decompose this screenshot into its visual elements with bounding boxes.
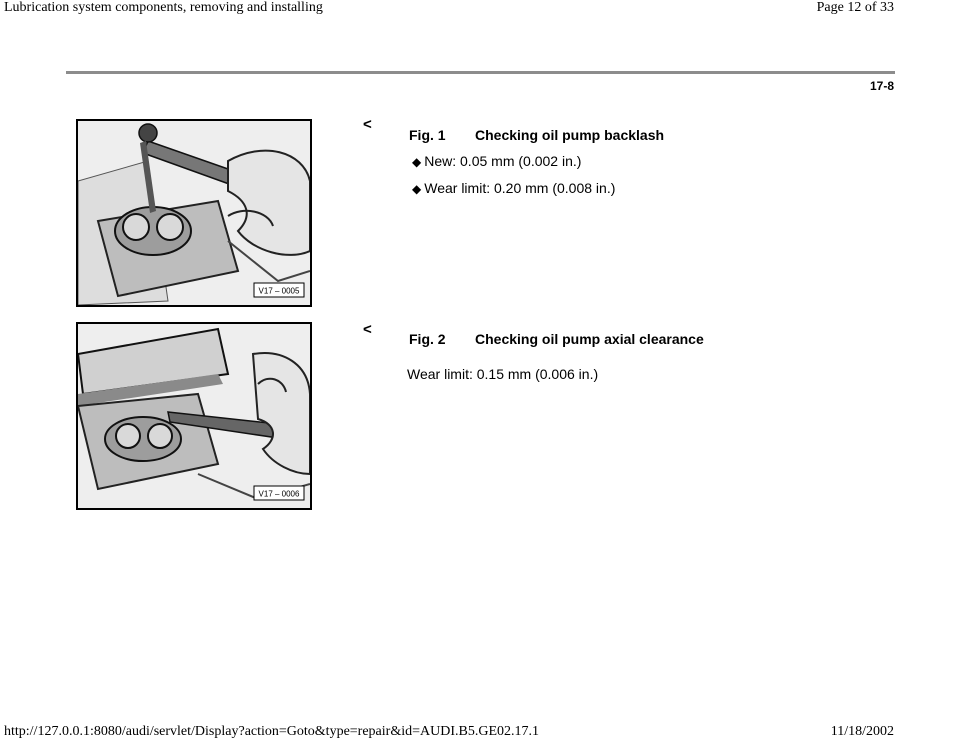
figure-2-title: Checking oil pump axial clearance bbox=[475, 331, 704, 347]
section-number: 17-8 bbox=[869, 79, 894, 93]
axial-clearance-wear-limit: Wear limit: 0.15 mm (0.006 in.) bbox=[407, 366, 599, 382]
figure-1-title: Checking oil pump backlash bbox=[475, 127, 665, 143]
diamond-bullet-icon: ◆ bbox=[412, 182, 422, 196]
page-number: Page 12 of 33 bbox=[816, 0, 894, 15]
print-date: 11/18/2002 bbox=[830, 724, 894, 739]
figure-2-label: Fig. 2 bbox=[409, 331, 446, 347]
oil-pump-backlash-drawing bbox=[78, 121, 310, 305]
figure-1-caption bbox=[409, 127, 664, 143]
spec-wear-limit: ◆ Wear limit: 0.20 mm (0.008 in.) bbox=[412, 180, 616, 196]
figure-1-label: Fig. 1 bbox=[409, 127, 446, 143]
figure-1-image-label: V17 – 0005 bbox=[258, 286, 300, 296]
figure-1-pointer-icon: < bbox=[363, 116, 372, 133]
document-title: Lubrication system components, removing and installing bbox=[4, 0, 323, 15]
figure-2-caption bbox=[409, 331, 704, 347]
figure-1-illustration bbox=[76, 119, 312, 307]
figure-2-image-label: V17 – 0006 bbox=[258, 489, 300, 499]
header-divider bbox=[66, 71, 895, 74]
diamond-bullet-icon: ◆ bbox=[412, 155, 422, 169]
figure-2-illustration bbox=[76, 322, 312, 510]
figure-2-pointer-icon: < bbox=[363, 321, 372, 338]
oil-pump-axial-clearance-drawing bbox=[78, 324, 310, 508]
page-url: http://127.0.0.1:8080/audi/servlet/Display?action=Goto&type=repair&id=AUDI.B5.GE02.17.1 bbox=[4, 724, 539, 739]
spec-new-value: ◆ New: 0.05 mm (0.002 in.) bbox=[412, 153, 582, 169]
